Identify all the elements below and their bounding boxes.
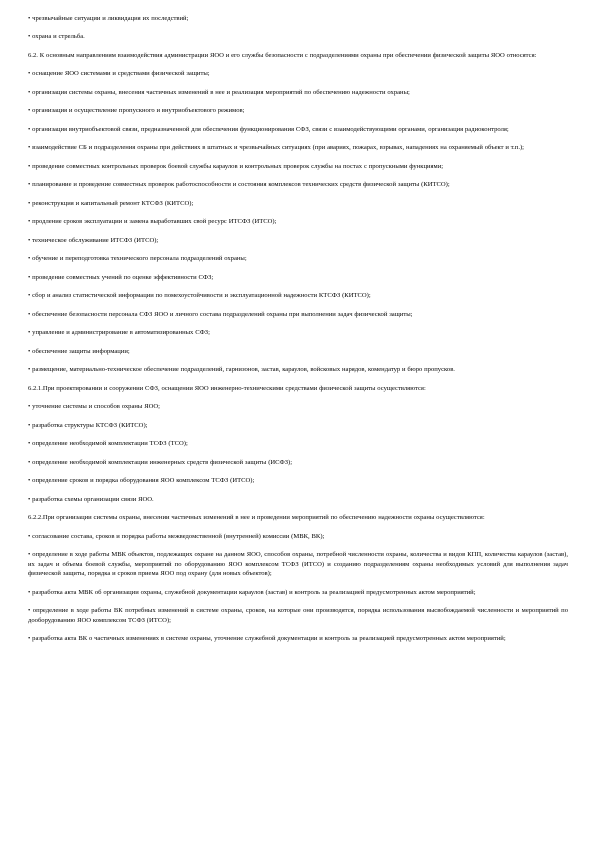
section-paragraph: 6.2. К основным направлениям взаимодействия администрации ЯОО и его службы безопасности с подразделениями охраны при обеспечении физической защиты ЯОО относятся: — [28, 51, 537, 59]
section-paragraph: 6.2.2.При организации системы охраны, внесении частичных изменений в нее и проведении мероприятий по обеспечению надежности охраны осуществляются: — [28, 514, 485, 522]
document-page — [28, 14, 568, 653]
list-item: • определение необходимой комплектации ТСФЗ (ТСО); — [28, 440, 188, 448]
list-item: • обеспечение защиты информации; — [28, 347, 130, 355]
list-item: • определение необходимой комплектации инженерных средств физической защиты (ИСФЗ); — [28, 458, 293, 466]
list-item: • организация внутриобъектовой связи, предназначенной для обеспечения функционирования СФЗ, связи с взаимодействующими органами, организация радиоконтроля; — [28, 125, 509, 133]
list-item: • обучение и переподготовка технического персонала подразделений охраны; — [28, 255, 247, 263]
section-paragraph: 6.2.1.При проектировании и сооружении СФЗ, оснащении ЯОО инженерно-техническими средствами физической защиты осуществляются: — [28, 384, 426, 392]
list-item: • определение в ходе работы МВК объектов, подлежащих охране на данном ЯОО, способов охраны, потребной численности охраны, количества и видов КПП, количества караулов (застав), их задач и объема боевой службы, мероприятий по оборудованию ЯОО комплексом ТСФЗ (ИТСО) и созданию подразделениям охраны необходимых условий для выполнения задач физической защиты, порядка и сроков приема ЯОО под охрану (для новых объектов); — [28, 551, 568, 578]
list-item: • размещение, материально-техническое обеспечение подразделений, гарнизонов, застав, караулов, войсковых нарядов, комендатур и бюро пропусков. — [28, 366, 455, 374]
paragraph: • охрана и стрельба. — [28, 33, 85, 41]
list-item: • разработка структуры КТСФЗ (КИТСО); — [28, 421, 148, 429]
list-item: • реконструкция и капитальный ремонт КТСФЗ (КИТСО); — [28, 199, 194, 207]
list-item: • организация и осуществление пропускного и внутриобъектового режимов; — [28, 107, 245, 115]
list-item: • разработка схемы организации связи ЯОО. — [28, 495, 154, 503]
list-item: • планирование и проведение совместных проверок работоспособности и состояния комплексов технических средств физической защиты (КИТСО); — [28, 181, 450, 189]
list-item: • определение в ходе работы ВК потребных изменений в системе охраны, сроков, на которые они производятся, порядка использования высвобождаемой численности и мероприятий по дооборудованию ЯОО комплексом ТСФЗ (ИТСО); — [28, 607, 568, 624]
list-item: • техническое обслуживание ИТСФЗ (ИТСО); — [28, 236, 159, 244]
list-item: • сбор и анализ статистической информации по помехоустойчивости и эксплуатационной надежности КТСФЗ (КИТСО); — [28, 292, 371, 300]
paragraph: • чрезвычайные ситуации и ликвидация их последствий; — [28, 15, 189, 22]
list-item: • определение сроков и порядка оборудования ЯОО комплексом ТСФЗ (ИТСО); — [28, 477, 255, 485]
list-item: • согласование состава, сроков и порядка работы межведомственной (внутренней) комиссии (МВК, ВК); — [28, 532, 325, 540]
list-item: • уточнение системы и способов охраны ЯОО; — [28, 403, 160, 411]
list-item: • проведение совместных контрольных проверок боевой службы караулов и контрольных проверок службы на постах с пропускными функциями; — [28, 162, 444, 170]
list-item: • организация системы охраны, внесения частичных изменений в нее и реализация мероприятий по обеспечению надежности охраны; — [28, 88, 410, 96]
list-item: • разработка акта ВК о частичных изменениях в системе охраны, уточнение служебной документации и контроль за реализацией предусмотренных актом мероприятий; — [28, 635, 506, 643]
list-item: • управление и администрирование в автоматизированных СФЗ; — [28, 329, 210, 337]
list-item: • проведение совместных учений по оценке эффективности СФЗ; — [28, 273, 214, 281]
list-item: • оснащение ЯОО системами и средствами физической защиты; — [28, 70, 210, 78]
list-item: • продление сроков эксплуатации и замена выработавших свой ресурс ИТСФЗ (ИТСО); — [28, 218, 277, 226]
list-item: • взаимодействие СБ и подразделения охраны при действиях в штатных и чрезвычайных ситуациях (при авариях, пожарах, взрывах, нападениях на охраняемый объект и т.п.); — [28, 144, 525, 152]
list-item: • разработка акта МВК об организации охраны, служебной документации караулов (застав) и контроль за реализацией предусмотренных актом мероприятий; — [28, 588, 476, 596]
list-item: • обеспечение безопасности персонала СФЗ ЯОО и личного состава подразделений охраны при выполнении задач физической защиты; — [28, 310, 413, 318]
